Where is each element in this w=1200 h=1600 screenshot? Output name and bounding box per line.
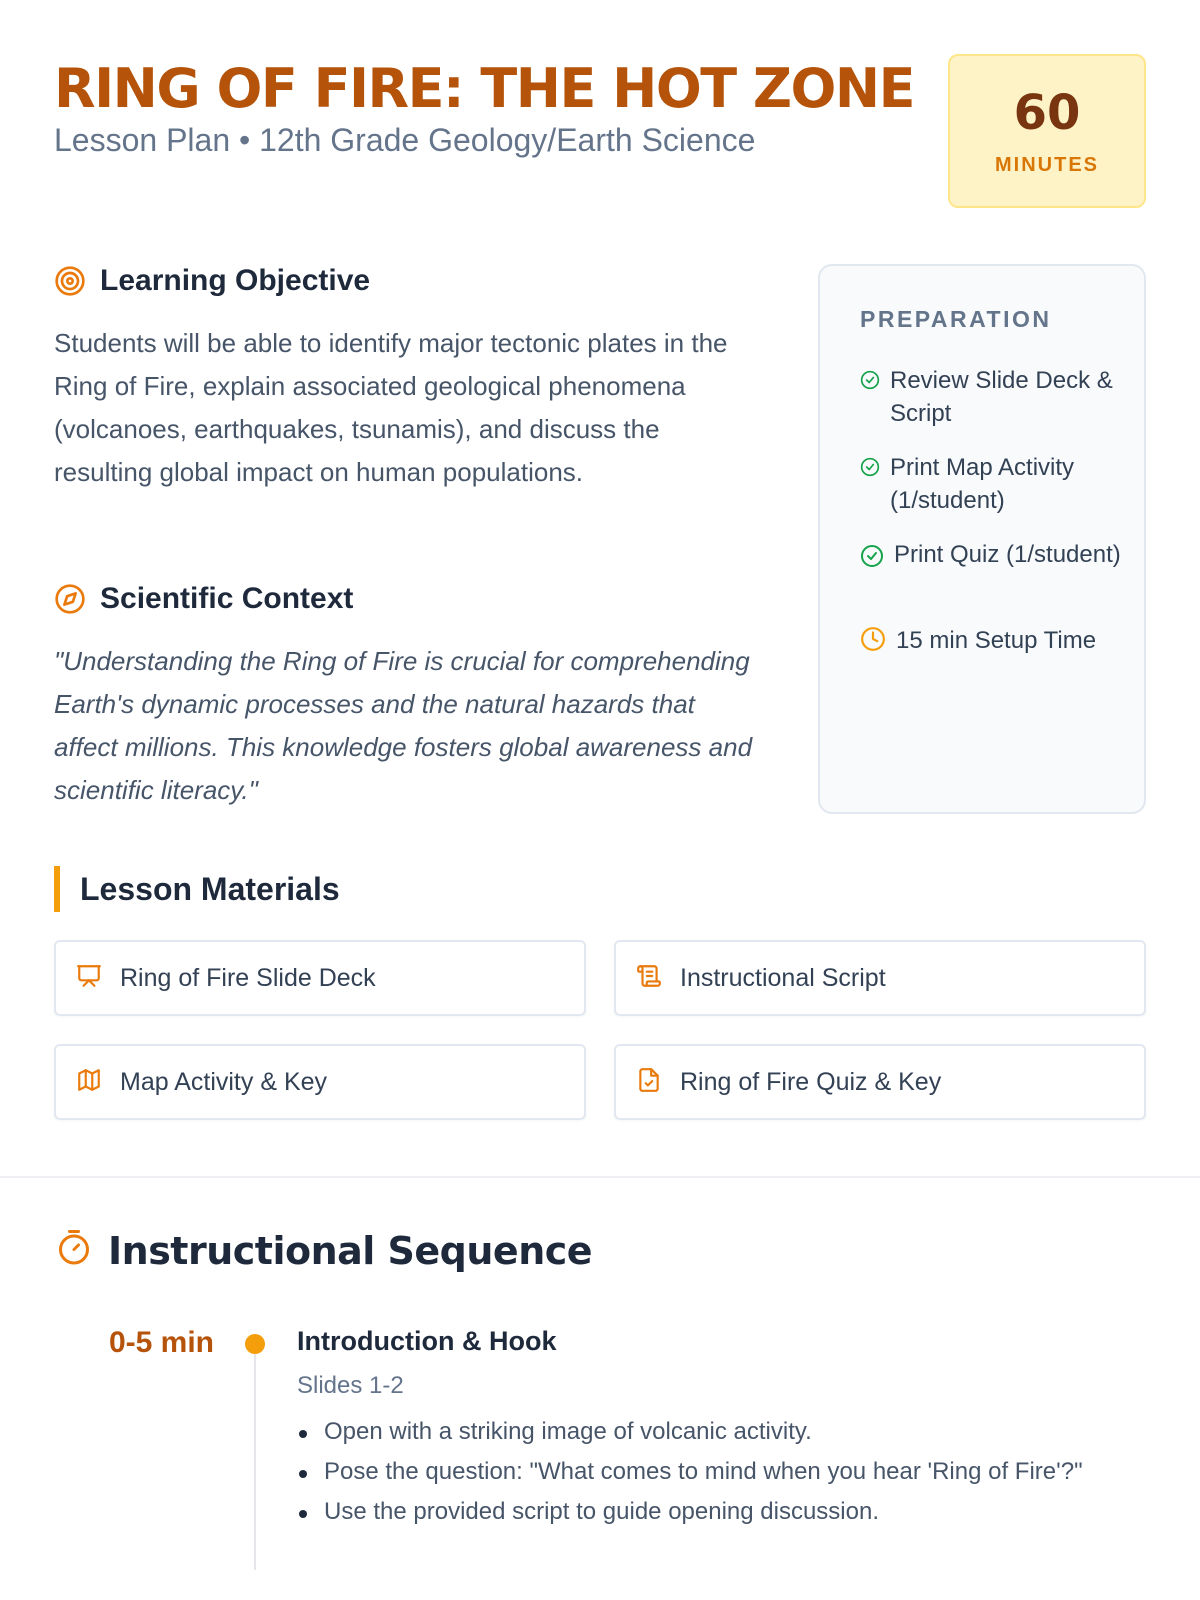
lesson-materials-label: Lesson Materials — [80, 871, 340, 907]
preparation-card — [818, 264, 1146, 814]
step-bullet: Use the provided script to guide opening discussion. — [297, 1492, 1157, 1532]
prep-item-label: Print Map Activity (1/student) — [890, 454, 1075, 514]
file-check-icon — [636, 1067, 662, 1098]
prep-item-label: 15 min Setup Time — [896, 627, 1097, 654]
target-icon — [54, 265, 86, 297]
learning-objective-heading — [54, 264, 370, 298]
check-circle-icon — [860, 544, 884, 573]
page-subtitle: Lesson Plan • 12th Grade Geology/Earth Science — [54, 122, 756, 158]
check-circle-icon — [860, 370, 880, 395]
learning-objective-text: Students will be able to identify major tectonic plates in the Ring of Fire, explain associated geological phenomena (volcanoes, earthquakes, tsunamis), and discuss the resulting global impact on human populations. — [54, 328, 728, 487]
presentation-icon — [76, 963, 102, 994]
prep-item — [860, 538, 1130, 573]
section-divider — [0, 1176, 1200, 1178]
material-map-activity[interactable] — [54, 1044, 586, 1120]
header — [54, 52, 1148, 212]
duration-value: 60 — [1013, 85, 1081, 141]
step-title: Introduction & Hook — [297, 1326, 557, 1356]
scientific-context-heading — [54, 582, 353, 616]
step-subtitle: Slides 1-2 — [297, 1372, 404, 1399]
map-icon — [76, 1067, 102, 1098]
lesson-materials-heading — [54, 866, 340, 912]
prep-item — [860, 624, 1130, 657]
instructional-sequence-heading — [56, 1228, 592, 1273]
timeline-dot — [245, 1334, 265, 1354]
material-label: Ring of Fire Slide Deck — [120, 963, 376, 992]
material-label: Ring of Fire Quiz & Key — [680, 1067, 942, 1096]
preparation-title: PREPARATION — [860, 306, 1052, 332]
check-circle-icon — [860, 457, 880, 482]
step-time: 0-5 min — [108, 1326, 214, 1359]
step-bullet-list — [297, 1412, 1157, 1532]
timeline-line — [254, 1344, 256, 1570]
material-slide-deck[interactable] — [54, 940, 586, 1016]
compass-icon — [54, 583, 86, 615]
scientific-context-quote: "Understanding the Ring of Fire is crucial for comprehending Earth's dynamic processes and the natural hazards that affect millions. This knowledge fosters global awareness and scientific literacy." — [54, 646, 753, 805]
clock-icon — [860, 626, 886, 657]
instructional-sequence-label: Instructional Sequence — [108, 1228, 593, 1273]
scroll-icon — [636, 963, 662, 994]
material-label: Map Activity & Key — [120, 1067, 328, 1096]
duration-unit: MINUTES — [995, 154, 1099, 176]
step-bullet: Pose the question: "What comes to mind when you hear 'Ring of Fire'?" — [297, 1452, 1157, 1492]
learning-objective-label: Learning Objective — [100, 264, 371, 297]
page-title: RING OF FIRE: THE HOT ZONE — [54, 57, 915, 120]
duration-badge — [948, 54, 1146, 208]
prep-item — [860, 364, 1130, 430]
prep-item-label: Review Slide Deck & Script — [890, 367, 1113, 427]
material-instructional-script[interactable] — [614, 940, 1146, 1016]
material-label: Instructional Script — [680, 963, 886, 992]
prep-item-label: Print Quiz (1/student) — [894, 541, 1121, 568]
material-quiz[interactable] — [614, 1044, 1146, 1120]
scientific-context-label: Scientific Context — [100, 582, 354, 615]
stopwatch-icon — [56, 1228, 92, 1273]
prep-item — [860, 451, 1130, 517]
step-bullet: Open with a striking image of volcanic activity. — [297, 1412, 1157, 1452]
